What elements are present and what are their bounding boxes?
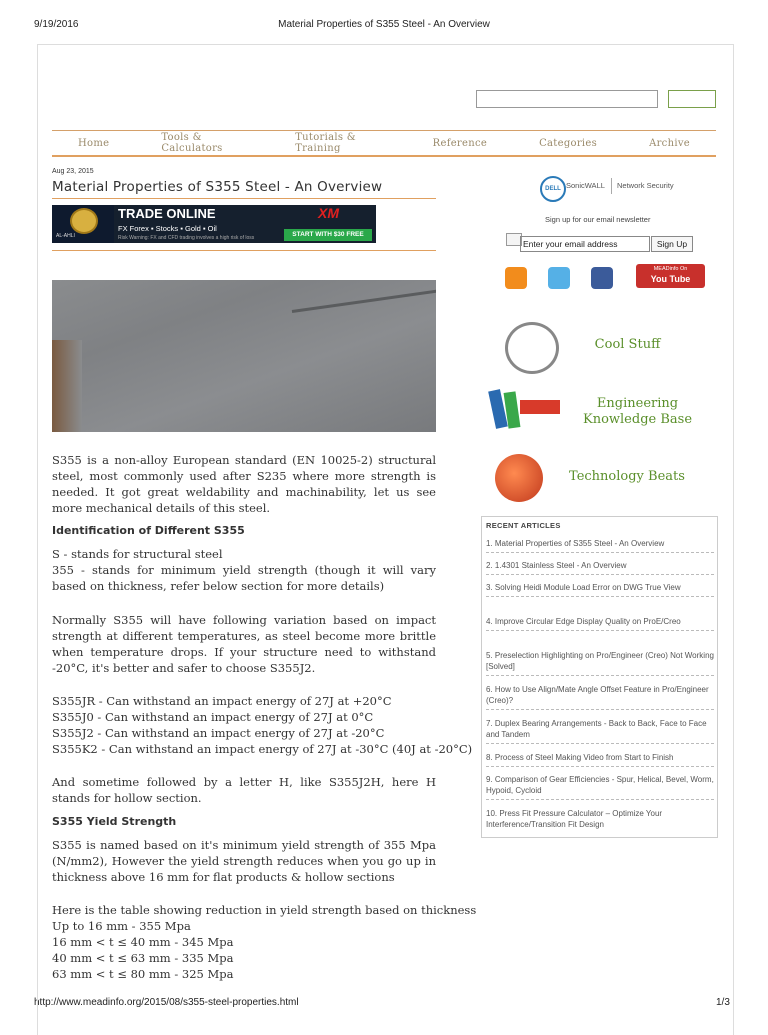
recent-article-link[interactable]: 7. Duplex Bearing Arrangements - Back to Back, Face to Face and Tandem [486, 718, 714, 744]
recent-article-link[interactable]: 1. Material Properties of S355 Steel - An Overview [486, 538, 714, 553]
intro-paragraph: S355 is a non-alloy European standard (EN 10025-2) structural steel, most commonly used after S235 where more strength is needed. It got great weldability and machinability, let us see more mechanical details of this steel. [52, 453, 436, 515]
recent-article-link[interactable]: 3. Solving Heidi Module Load Error on DWG True View [486, 582, 714, 597]
print-date: 9/19/2016 [34, 19, 79, 30]
grade-jr: S355JR - Can withstand an impact energy of 27J at +20°C [52, 694, 392, 708]
nav-home[interactable]: Home [78, 137, 110, 149]
recent-article-link[interactable]: 8. Process of Steel Making Video from Start to Finish [486, 752, 714, 767]
nav-reference[interactable]: Reference [432, 137, 488, 149]
recent-article-link[interactable]: 9. Comparison of Gear Efficiencies - Spur, Helical, Bevel, Worm, Hypoid, Cycloid [486, 774, 714, 800]
newsletter-label: Sign up for our email newsletter [545, 215, 651, 224]
ad-brand-logo: XM [318, 205, 339, 221]
ad-seal-area [52, 205, 114, 243]
thickness-row: 63 mm < t ≤ 80 mm - 325 Mpa [52, 967, 234, 981]
table-intro: Here is the table showing reduction in yield strength based on thickness [52, 903, 477, 917]
signup-button[interactable]: Sign Up [651, 236, 693, 252]
sponsor-divider [611, 178, 612, 194]
post-title: Material Properties of S355 Steel - An Overview [52, 179, 383, 195]
thickness-row: Up to 16 mm - 355 Mpa [52, 919, 191, 933]
print-title: Material Properties of S355 Steel - An Overview [278, 19, 490, 30]
film-reel-icon [495, 454, 543, 502]
search-button[interactable] [668, 90, 716, 108]
ad-divider [52, 250, 436, 251]
recent-article-link[interactable]: 10. Press Fit Pressure Calculator – Optimize Your Interference/Transition Fit Design [486, 809, 663, 829]
recent-articles-heading: RECENT ARTICLES [486, 521, 561, 530]
youtube-logo: You Tube [650, 274, 691, 284]
grade-k2: S355K2 - Can withstand an impact energy of 27J at -30°C (40J at -20°C) [52, 742, 473, 756]
email-input[interactable]: Enter your email address [520, 236, 650, 252]
nav-categories[interactable]: Categories [539, 137, 598, 149]
ad-items: FX Forex ▪ Stocks ▪ Gold ▪ Oil [118, 224, 217, 233]
nav-tools-calculators[interactable]: Tools & Calculators [161, 132, 223, 154]
ad-banner[interactable] [52, 205, 376, 243]
promo-technology-beats[interactable]: Technology Beats [569, 469, 685, 484]
search-input[interactable] [476, 90, 658, 108]
thickness-row: 40 mm < t ≤ 63 mm - 335 Mpa [52, 951, 234, 965]
hollow-paragraph: And sometime followed by a letter H, like S355J2H, here H stands for hollow section. [52, 775, 436, 805]
yield-paragraph: S355 is named based on it's minimum yield strength of 355 Mpa (N/mm2), However the yield strength reduces when you go up in thickness above 16 mm for flat products & hollow sections [52, 838, 436, 884]
main-nav [52, 130, 716, 157]
youtube-caption: MEADinfo On [653, 266, 688, 272]
ad-warning: Risk Warning: FX and CFD trading involves a high risk of loss [118, 235, 255, 241]
dell-logo[interactable]: DELL [540, 176, 566, 202]
ad-seal-text: AL-AHLI [56, 233, 75, 239]
ident-s-line: S - stands for structural steel [52, 547, 223, 561]
plate-edge [292, 288, 436, 313]
recent-article-link[interactable]: 6. How to Use Align/Mate Angle Offset Feature in Pro/Engineer (Creo)? [486, 684, 714, 710]
ad-cta-button[interactable]: START WITH $30 FREE [284, 229, 372, 241]
recent-article-link[interactable]: 5. Preselection Highlighting on Pro/Engineer (Creo) Not Working [Solved] [486, 650, 714, 676]
promo-cool-stuff[interactable]: Cool Stuff [594, 337, 661, 352]
print-page-number: 1/3 [716, 997, 730, 1008]
heading-identification: Identification of Different S355 [52, 524, 245, 537]
sponsor-text-2: Network Security [617, 181, 674, 190]
ident-355-line: 355 - stands for minimum yield strength (though it will vary based on thickness, refer below section for more details) [52, 563, 436, 593]
seal-icon [70, 208, 98, 234]
sponsor-text-1: SonicWALL [566, 181, 605, 190]
twitter-icon[interactable] [548, 267, 570, 289]
youtube-button[interactable] [636, 264, 705, 288]
recent-article-link[interactable]: 2. 1.4301 Stainless Steel - An Overview [486, 560, 714, 575]
rss-icon[interactable] [505, 267, 527, 289]
grade-j0: S355J0 - Can withstand an impact energy of 27J at 0°C [52, 710, 374, 724]
heading-yield-strength: S355 Yield Strength [52, 815, 177, 828]
gyroscope-icon [505, 322, 559, 374]
ad-headline: TRADE ONLINE [118, 206, 216, 221]
print-url: http://www.meadinfo.org/2015/08/s355-steel-properties.html [34, 997, 299, 1008]
facebook-icon[interactable] [591, 267, 613, 289]
recent-article-link[interactable]: 4. Improve Circular Edge Display Quality on ProE/Creo [486, 616, 714, 631]
grade-j2: S355J2 - Can withstand an impact energy of 27J at -20°C [52, 726, 385, 740]
recent-articles-panel [481, 516, 718, 838]
plate-rust-edge [52, 340, 82, 432]
nav-archive[interactable]: Archive [649, 137, 690, 149]
books-icon [492, 386, 562, 430]
nav-tutorials-training[interactable]: Tutorials & Training [295, 132, 357, 154]
thickness-row: 16 mm < t ≤ 40 mm - 345 Mpa [52, 935, 234, 949]
steel-plate-photo [52, 280, 436, 432]
variation-paragraph: Normally S355 will have following variation based on impact strength at different temperatures, as steel become more brittle when temperature drops. If your structure need to withstand -20°C, it's better and safer to choose S355J2. [52, 613, 436, 675]
promo-engineering-knowledge-base[interactable]: Engineering Knowledge Base [582, 396, 693, 427]
post-date: Aug 23, 2015 [52, 168, 94, 175]
title-divider [52, 198, 436, 199]
